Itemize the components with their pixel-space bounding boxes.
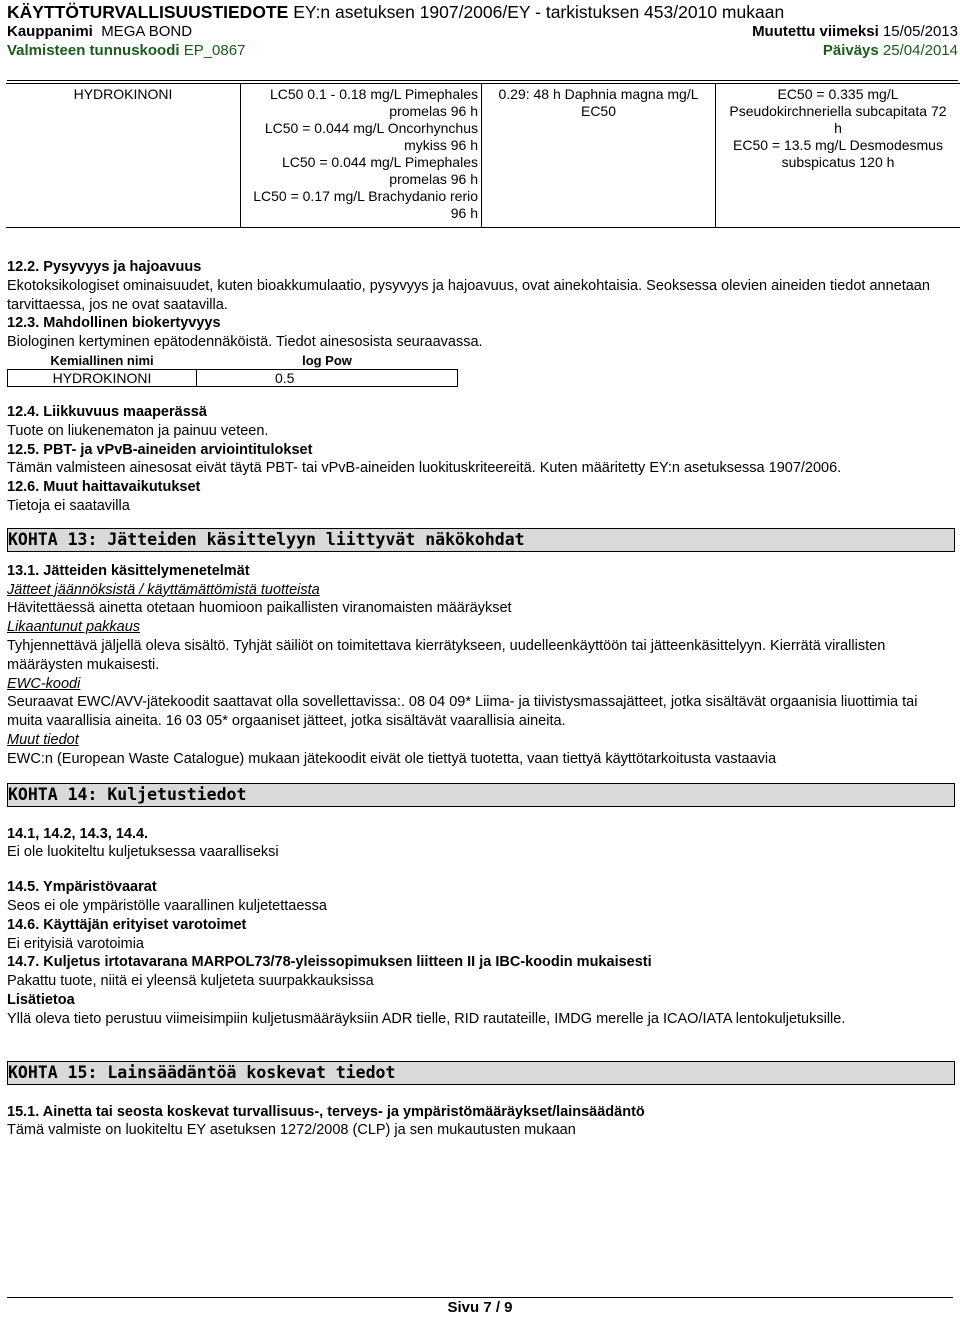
header-row-1 [7, 22, 958, 41]
algae-line: h [834, 120, 842, 136]
document-title [7, 2, 958, 22]
substance-name: HYDROKINONI [73, 86, 173, 102]
col-header-log-pow: log Pow [302, 352, 352, 368]
fish-line: 96 h [450, 205, 478, 221]
section-12-6-text: Tietoja ei saatavilla [7, 497, 130, 514]
section-14-5-heading: 14.5. Ympäristövaarat [7, 879, 157, 896]
waste-text: Hävitettäessä ainetta otetaan huomioon paikallisten viranomaisten määräykset [7, 600, 512, 617]
trade-name-label: Kauppanimi [7, 23, 93, 40]
algae-line: EC50 = 13.5 mg/L Desmodesmus [733, 137, 943, 153]
section-14-5-text: Seos ei ole ympäristölle vaarallinen kuljetettaessa [7, 897, 327, 914]
section-12-6-heading: 12.6. Muut haittavaikutukset [7, 479, 201, 496]
section-14-banner [7, 783, 955, 807]
section-14-6-heading: 14.6. Käyttäjän erityiset varotoimet [7, 916, 247, 933]
section-14-7-heading: 14.7. Kuljetus irtotavarana MARPOL73/78-yleissopimuksen liitteen II ja IBC-koodin mukaisesti [7, 954, 652, 971]
trade-name: MEGA BOND [101, 23, 193, 40]
document-header [7, 2, 958, 60]
section-12-5-heading: 12.5. PBT- ja vPvB-aineiden arviointitulokset [7, 441, 313, 458]
substance-cell [6, 84, 241, 228]
fish-line: LC50 = 0.17 mg/L Brachydanio rerio [253, 188, 478, 204]
section-14-1-heading: 14.1, 14.2, 14.3, 14.4. [7, 825, 149, 842]
daphnia-toxicity-cell [482, 84, 716, 228]
document-date: 25/04/2014 [882, 42, 958, 59]
ewc-text: Seuraavat EWC/AVV-jätekoodit saattavat olla sovellettavissa:. 08 04 09* Liima- ja tiivistysmassajätteet, jotka sisältävät orgaanisia liuottimia tai muita vaarallisia aineita. 16 03 05* orgaaniset jätteet, jotka sisältävät vaarallisia aineita. [7, 694, 918, 730]
chemical-name-cell: HYDROKINONI [8, 369, 197, 386]
fish-line: promelas 96 h [389, 171, 478, 187]
section-15-1-heading: 15.1. Ainetta tai seosta koskevat turvallisuus-, terveys- ja ympäristömääräykset/lainsäädäntö [7, 1103, 645, 1120]
product-code: EP_0867 [183, 42, 246, 59]
other-info-text: EWC:n (European Waste Catalogue) mukaan jätekoodit eivät ole tiettyä tuotetta, vaan tiettyä käyttötarkoitusta vastaavia [7, 750, 777, 767]
section-14-7-text: Pakattu tuote, niitä ei yleensä kuljeteta suurpakkauksissa [7, 973, 374, 990]
date-label: Päiväys [822, 42, 879, 59]
product-code-label: Valmisteen tunnuskoodi [7, 42, 180, 59]
section-15-banner [7, 1061, 955, 1085]
fish-line: LC50 = 0.044 mg/L Oncorhynchus [264, 120, 478, 136]
section-13-1-heading: 13.1. Jätteiden käsittelymenetelmät [7, 562, 250, 579]
section-12-3-text: Biologinen kertyminen epätodennäköistä. Tiedot ainesosista seuraavassa. [7, 334, 483, 351]
fish-line: LC50 = 0.044 mg/L Pimephales [282, 154, 478, 170]
algae-line: Pseudokirchneriella subcapitata 72 [729, 103, 947, 119]
section-12-4-heading: 12.4. Liikkuvuus maaperässä [7, 403, 207, 420]
col-header-chemical-name: Kemiallinen nimi [50, 352, 154, 368]
title-regulation: EY:n asetuksen 1907/2006/EY - tarkistuksen 453/2010 mukaan [293, 2, 785, 22]
section-13-banner [7, 528, 955, 552]
daphnia-line: 0.29: 48 h Daphnia magna mg/L [498, 86, 699, 102]
log-pow-table [7, 352, 458, 387]
fish-line: mykiss 96 h [404, 137, 478, 153]
section-15-1-text: Tämä valmiste on luokiteltu EY asetuksen 1272/2008 (CLP) ja sen mukautusten mukaan [7, 1122, 576, 1139]
section-15-title: KOHTA 15: Lainsäädäntöä koskevat tiedot [8, 1062, 396, 1082]
packaging-label: Likaantunut pakkaus [7, 619, 141, 636]
fish-line: promelas 96 h [389, 103, 478, 119]
table-row [8, 369, 458, 386]
modified-label: Muutettu viimeksi [752, 23, 879, 40]
footer-rule [7, 1297, 953, 1298]
table-row [6, 84, 960, 228]
section-14-6-text: Ei erityisiä varotoimia [7, 935, 144, 952]
other-info-label: Muut tiedot [7, 731, 79, 748]
algae-line: subspicatus 120 h [781, 154, 895, 170]
additional-info-text: Yllä oleva tieto perustuu viimeisimpiin kuljetusmääräyksiin ADR tielle, RID rautateille, IMDG merelle ja ICAO/IATA lentokuljetuksille. [7, 1010, 846, 1027]
document-body [7, 258, 955, 1140]
waste-label: Jätteet jäännöksistä / käyttämättömistä tuotteista [7, 581, 320, 598]
page-number: Sivu 7 / 9 [447, 1299, 513, 1316]
ewc-label: EWC-koodi [7, 675, 81, 692]
algae-toxicity-cell [716, 84, 960, 228]
section-12-2-text: Ekotoksikologiset ominaisuudet, kuten bioakkumulaatio, pysyvyys ja hajoavuus, ovat ainekohtaisia. Seoksessa olevien aineiden tiedot annetaan tarvittaessa, jos ne ovat saatavilla. [7, 277, 930, 313]
toxicity-table [6, 83, 960, 228]
section-12-2-heading: 12.2. Pysyvyys ja hajoavuus [7, 259, 202, 275]
packaging-text: Tyhjennettävä jäljellä oleva sisältö. Tyhjät säiliöt on toimitettava kierrätykseen, uudelleenkäyttöön tai jätteenkäsittelyyn. Kierrätä virallisten määräysten mukaisesti. [7, 637, 886, 673]
additional-info-heading: Lisätietoa [7, 991, 75, 1008]
fish-line: LC50 0.1 - 0.18 mg/L Pimephales [269, 86, 478, 102]
section-14-1-text: Ei ole luokiteltu kuljetuksessa vaaralliseksi [7, 844, 279, 861]
section-13-title: KOHTA 13: Jätteiden käsittelyyn liittyvät näkökohdat [8, 529, 525, 549]
section-14-title: KOHTA 14: Kuljetustiedot [8, 784, 247, 804]
log-pow-cell: 0.5 [197, 369, 458, 386]
header-row-2 [7, 41, 958, 60]
header-rule [7, 80, 958, 81]
section-12-4-text: Tuote on liukenematon ja painuu veteen. [7, 422, 269, 439]
section-12-5-text: Tämän valmisteen ainesosat eivät täytä PBT- tai vPvB-aineiden luokituskriteereitä. Kuten määritetty EY:n asetuksessa 1907/2006. [7, 460, 842, 477]
daphnia-line: EC50 [580, 103, 617, 119]
fish-toxicity-cell [241, 84, 482, 228]
algae-line: EC50 = 0.335 mg/L [777, 86, 899, 102]
title-main: KÄYTTÖTURVALLISUUSTIEDOTE [7, 2, 289, 22]
section-12-3-heading: 12.3. Mahdollinen biokertyvyys [7, 315, 221, 332]
modified-date: 15/05/2013 [882, 23, 958, 40]
